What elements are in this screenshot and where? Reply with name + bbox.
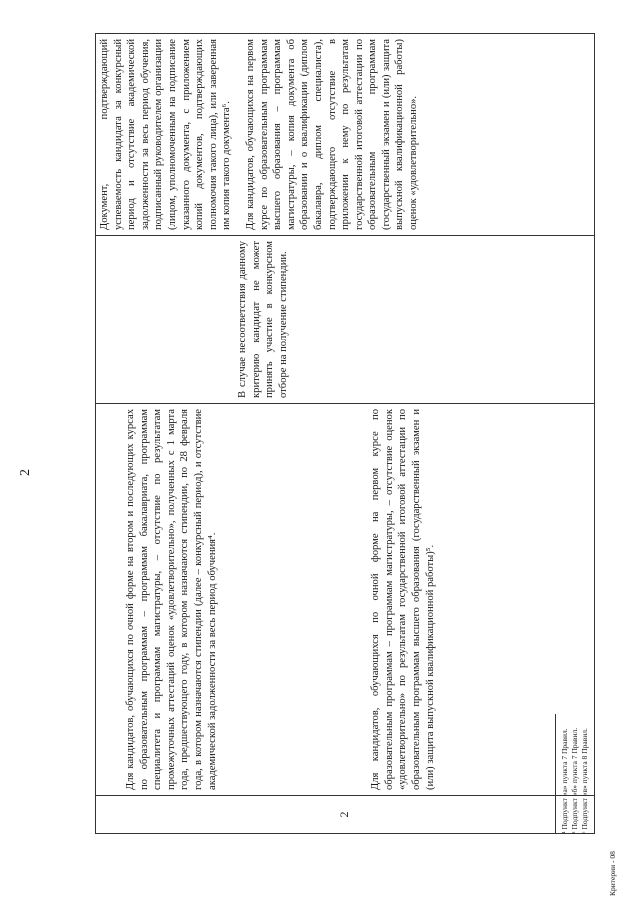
- criteria-cell: [96, 404, 595, 796]
- consequence-text: В случае несоответствия данному критерию кандидат не может принять участие в конкурсном отборе на получение стипендии.: [237, 241, 289, 398]
- row-number-cell: [96, 796, 595, 834]
- criteria-paragraph: Для кандидатов, обучающихся по очной форме на первом курсе по образовательным программам – программам магистратуры, – отсутствие оценок «удовлетворительно» по результатам государственной итоговой аттестации по образовательным программам высшего образования (государственный экзамен и (или) защита выпускной квалификационной работы)⁵.: [370, 409, 436, 790]
- criteria-table: [95, 33, 595, 834]
- footnote: ⁶ Подпункт «в» пункта 8 Правил.: [580, 728, 589, 834]
- footnote: ⁴ Подпункт «а» пункта 7 Правил.: [560, 728, 569, 834]
- documents-cell: [96, 34, 595, 236]
- page-number: 2: [18, 469, 33, 476]
- footer-mark: Критерии - 08: [608, 851, 617, 896]
- row-number: 2: [337, 811, 352, 818]
- criteria-paragraph: Для кандидатов, обучающихся по очной форме на втором и последующих курсах по образовательным программам – программам бакалавриата, программам специалитета и программам магистратуры, – отсутствие по результатам промежуточных аттестаций оценок «удовлетворительно», полученных с 1 марта года, предшествующего году, в котором назначаются стипендии, по 28 февраля года, в котором назначаются стипендии (далее – конкурсный период), и отсутствие академической задолженности за весь период обучения⁴.: [125, 409, 218, 790]
- footnotes: [560, 728, 590, 834]
- documents-paragraph: Для кандидатов, обучающихся на первом курсе по образовательным программам высшего образования – программам магистратуры, – копия документа об образовании и о квалификации (диплом бакалавра, диплом специалиста), подтверждающего отсутствие в приложении к нему по результатам государственной итоговой аттестации по образовательным программам (государственный экзамен и (или) защита выпускной квалификационной работы) оценок «удовлетворительно».: [244, 39, 420, 230]
- table-row: [96, 34, 595, 834]
- consequence-cell: [96, 236, 595, 404]
- documents-paragraph: Документ, подтверждающий успеваемость кандидата за конкурсный период и отсутствие академической задолженности за весь период обучения, подписанный руководителем организации (лицом, уполномоченным на подписание указанного документа, с приложением копий документов, подтверждающих полномочия такого лица), или заверенная им копия такого документа⁶.: [99, 39, 233, 230]
- footnote-divider: [555, 714, 556, 834]
- footnote: ⁵ Подпункт «б» пункта 7 Правил.: [570, 727, 579, 834]
